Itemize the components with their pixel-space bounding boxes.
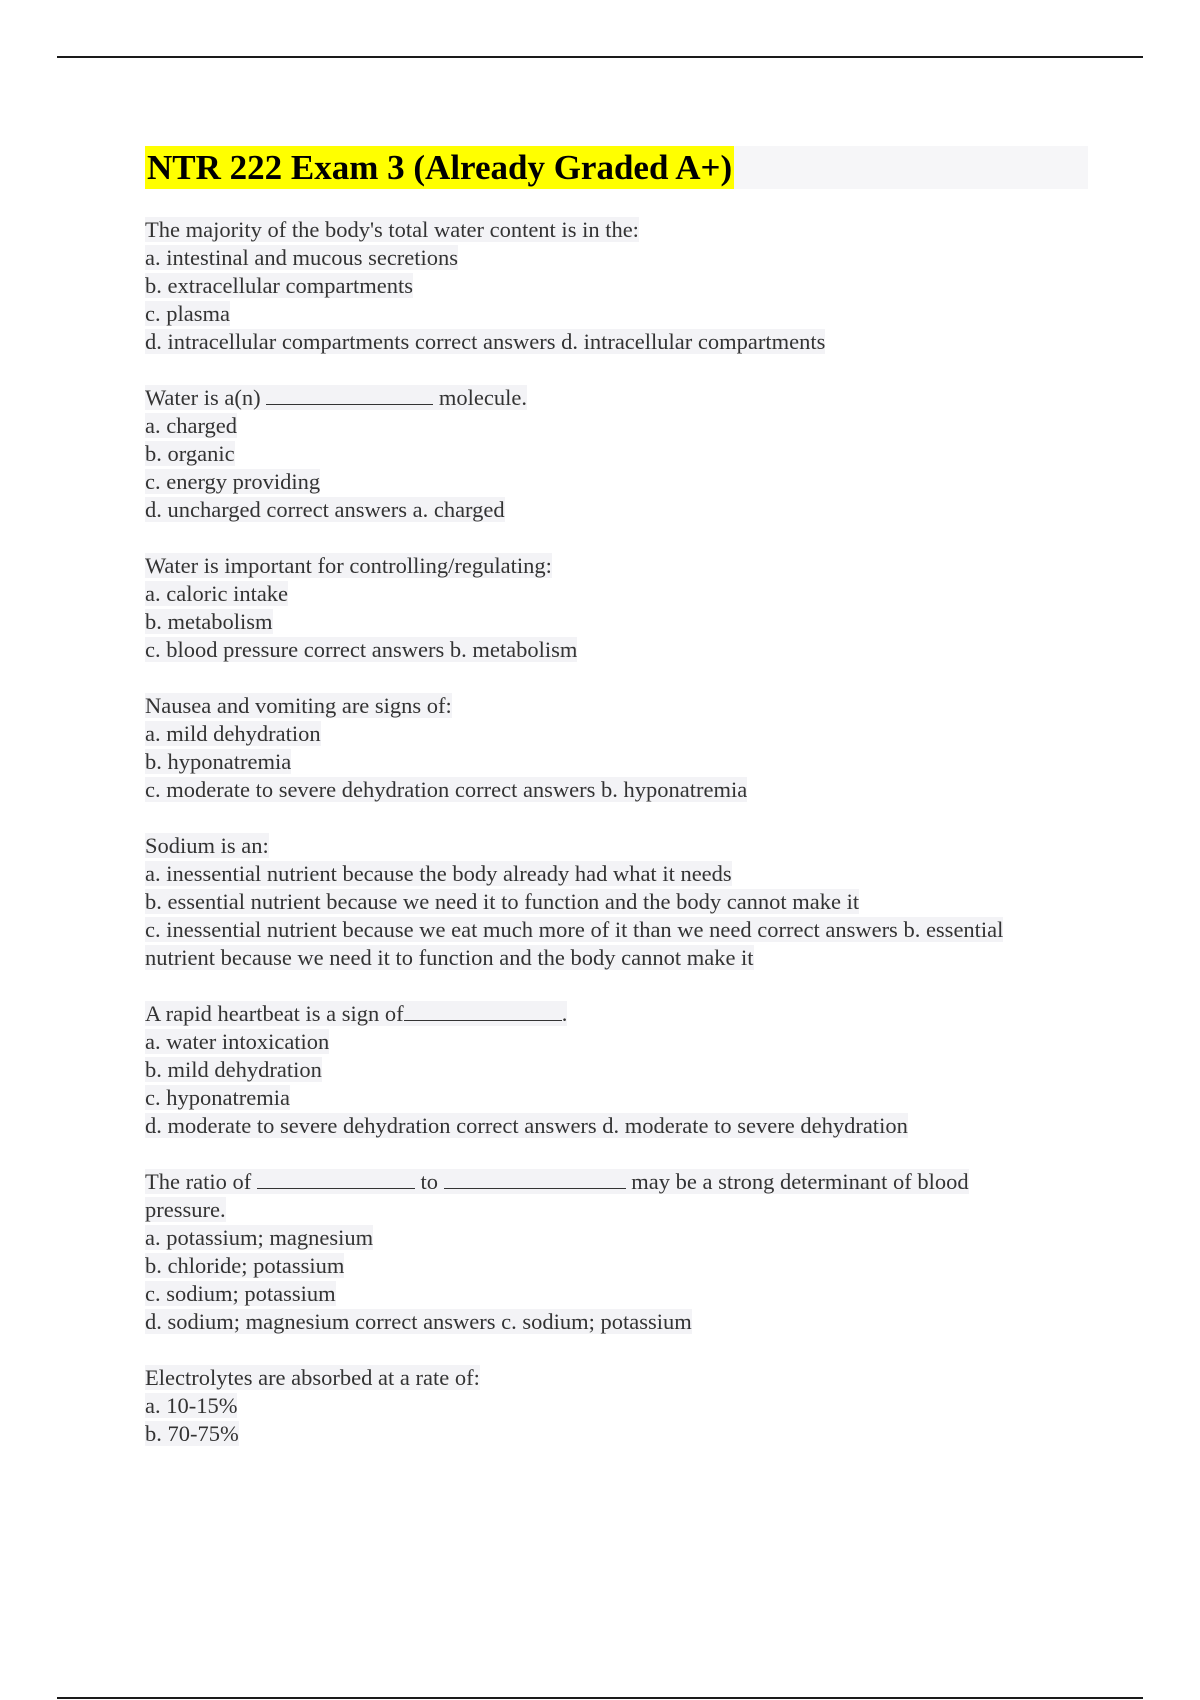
answer-blank xyxy=(266,384,433,405)
question-stem: A rapid heartbeat is a sign of . xyxy=(145,1001,568,1026)
question-1 xyxy=(145,216,1085,356)
question-list xyxy=(145,216,1085,1476)
question-stem: Electrolytes are absorbed at a rate of: xyxy=(145,1365,480,1390)
answer-option: b. extracellular compartments xyxy=(145,273,414,298)
bottom-rule xyxy=(57,1697,1143,1699)
answer-option: d. sodium; magnesium correct answers c. sodium; potassium xyxy=(145,1309,692,1334)
question-8 xyxy=(145,1364,1085,1448)
answer-option: b. metabolism xyxy=(145,609,273,634)
answer-option: a. charged xyxy=(145,413,238,438)
answer-blank xyxy=(444,1168,626,1189)
title-row xyxy=(145,146,1088,189)
question-stem-continued: pressure. xyxy=(145,1197,226,1222)
answer-option-continued: nutrient because we need it to function and the body cannot make it xyxy=(145,945,754,970)
question-5 xyxy=(145,832,1085,972)
answer-blank xyxy=(404,1000,562,1021)
answer-option: c. sodium; potassium xyxy=(145,1281,336,1306)
question-stem: Nausea and vomiting are signs of: xyxy=(145,693,452,718)
answer-blank xyxy=(257,1168,415,1189)
question-stem: Sodium is an: xyxy=(145,833,269,858)
question-stem: Water is a(n) molecule. xyxy=(145,385,527,410)
answer-option: d. uncharged correct answers a. charged xyxy=(145,497,505,522)
question-stem: Water is important for controlling/regulating: xyxy=(145,553,552,578)
answer-option: c. blood pressure correct answers b. metabolism xyxy=(145,637,578,662)
question-7 xyxy=(145,1168,1085,1336)
answer-option: a. potassium; magnesium xyxy=(145,1225,374,1250)
answer-option: b. organic xyxy=(145,441,235,466)
answer-option: a. caloric intake xyxy=(145,581,289,606)
answer-option: b. essential nutrient because we need it to function and the body cannot make it xyxy=(145,889,860,914)
answer-option: c. inessential nutrient because we eat much more of it than we need correct answers b. essential xyxy=(145,917,1004,942)
answer-option: c. plasma xyxy=(145,301,230,326)
answer-option: b. chloride; potassium xyxy=(145,1253,345,1278)
question-stem: The majority of the body's total water content is in the: xyxy=(145,217,639,242)
question-2 xyxy=(145,384,1085,524)
page-title: NTR 222 Exam 3 (Already Graded A+) xyxy=(147,148,733,187)
answer-option: c. hyponatremia xyxy=(145,1085,290,1110)
answer-option: d. intracellular compartments correct answers d. intracellular compartments xyxy=(145,329,826,354)
answer-option: b. mild dehydration xyxy=(145,1057,322,1082)
answer-option: a. inessential nutrient because the body already had what it needs xyxy=(145,861,732,886)
answer-option: a. 10-15% xyxy=(145,1393,238,1418)
answer-option: c. moderate to severe dehydration correct answers b. hyponatremia xyxy=(145,777,748,802)
question-6 xyxy=(145,1000,1085,1140)
question-3 xyxy=(145,552,1085,664)
answer-option: a. mild dehydration xyxy=(145,721,321,746)
answer-option: d. moderate to severe dehydration correct answers d. moderate to severe dehydration xyxy=(145,1113,908,1138)
answer-option: a. water intoxication xyxy=(145,1029,330,1054)
top-rule xyxy=(57,56,1143,58)
question-4 xyxy=(145,692,1085,804)
answer-option: a. intestinal and mucous secretions xyxy=(145,245,459,270)
answer-option: c. energy providing xyxy=(145,469,321,494)
answer-option: b. 70-75% xyxy=(145,1421,239,1446)
answer-option: b. hyponatremia xyxy=(145,749,292,774)
question-stem: The ratio of to may be a strong determinant of blood xyxy=(145,1169,969,1194)
